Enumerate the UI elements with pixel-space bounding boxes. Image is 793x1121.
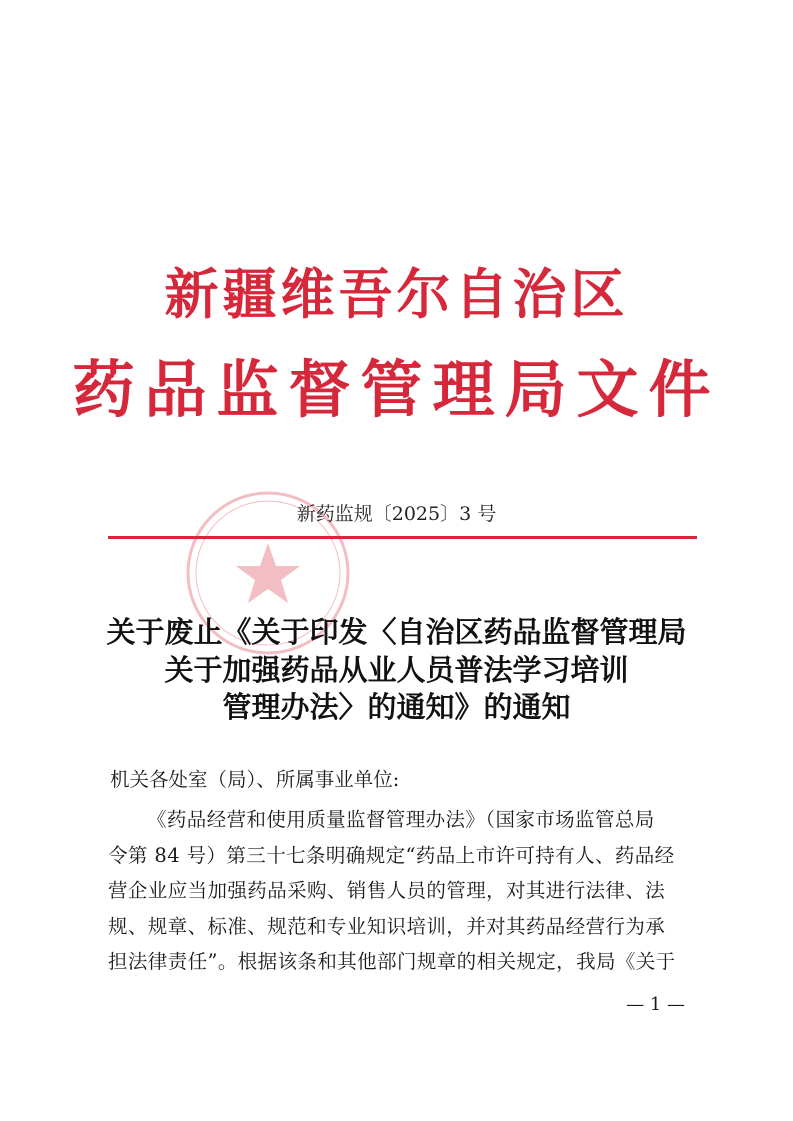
issuing-authority-line-1: 新疆维吾尔自治区 xyxy=(164,263,629,326)
document-title-line-1: 关于废止《关于印发〈自治区药品监督管理局 xyxy=(106,615,687,649)
body-text-line: 《药品经营和使用质量监督管理办法》（国家市场监管总局 xyxy=(147,808,655,831)
red-divider-rule xyxy=(108,536,697,539)
body-text-line: 担法律责任”。根据该条和其他部门规章的相关规定，我局《关于 xyxy=(108,950,676,973)
document-title-line-2: 关于加强药品从业人员普法学习培训 xyxy=(164,653,629,687)
body-text-line: 规、规章、标准、规范和专业知识培训，并对其药品经营行为承 xyxy=(108,915,666,938)
page-number: — 1 — xyxy=(626,994,685,1015)
body-text-line: 营企业应当加强药品采购、销售人员的管理，对其进行法律、法 xyxy=(108,879,666,902)
body-text-line: 令第 84 号）第三十七条明确规定“药品上市许可持有人、药品经 xyxy=(108,844,675,867)
document-number: 新药监规〔2025〕3 号 xyxy=(296,503,497,525)
document-title-line-3: 管理办法〉的通知》的通知 xyxy=(222,690,571,724)
salutation: 机关各处室（局）、所属事业单位: xyxy=(110,768,400,791)
issuing-authority-line-2: 药品监督管理局文件 xyxy=(72,353,721,426)
